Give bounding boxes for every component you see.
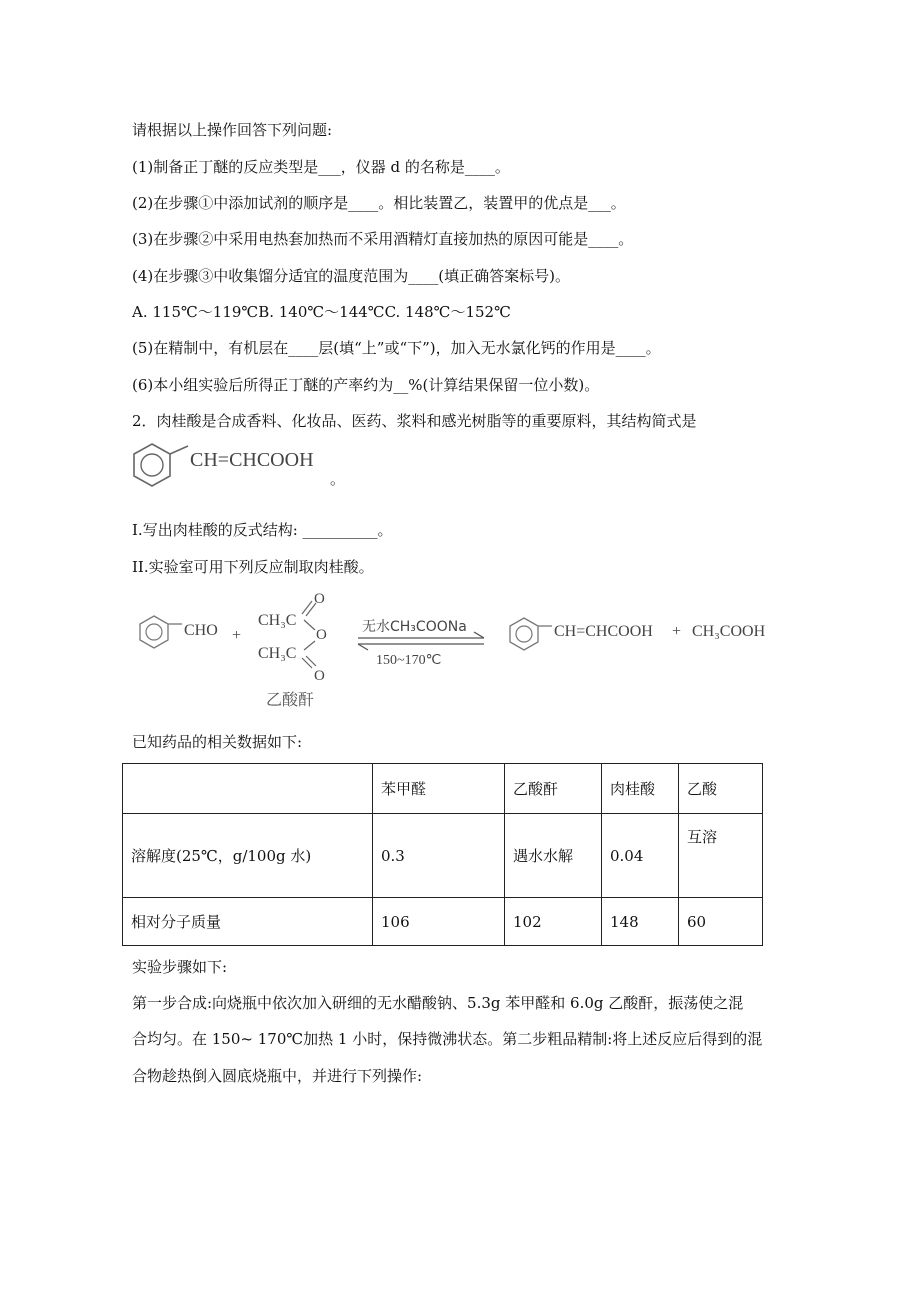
table-cell: 0.3	[373, 814, 505, 898]
anhydride-o-middle: O	[316, 627, 327, 643]
table-cell: 102	[505, 898, 602, 946]
question-1: (1)制备正丁醚的反应类型是___，仪器 d 的名称是____。	[132, 158, 510, 176]
table-row	[123, 814, 763, 898]
benzene-ring-icon	[510, 618, 538, 650]
structure-formula: CH=CHCOOH	[190, 449, 314, 471]
table-cell: 60	[679, 898, 763, 946]
table-intro: 已知药品的相关数据如下:	[132, 733, 303, 751]
anhydride-ch3-bottom: CH₃C	[258, 645, 297, 662]
byproduct-formula: CH₃COOH	[692, 623, 766, 640]
benzene-ring-icon	[134, 444, 170, 486]
question-5: (5)在精制中，有机层在____层(填“上”或“下”)，加入无水氯化钙的作用是____。	[132, 339, 661, 357]
table-header-cell: 乙酸酐	[505, 764, 602, 814]
table-row-label: 相对分子质量	[123, 898, 373, 946]
aldehyde-group: CHO	[184, 622, 218, 639]
property-table	[122, 763, 763, 946]
plus-sign: +	[672, 623, 682, 640]
question-6: (6)本小组实验后所得正丁醚的产率约为__%(计算结果保留一位小数)。	[132, 376, 600, 394]
table-header-cell	[123, 764, 373, 814]
table-cell: 106	[373, 898, 505, 946]
step-text-line: 第一步合成:向烧瓶中依次加入研细的无水醋酸钠、5.3g 苯甲醛和 6.0g 乙酸酐，振荡使之混	[132, 994, 744, 1012]
anhydride-o-top: O	[314, 591, 325, 607]
question-4-options: A. 115℃～119℃B. 140℃～144℃C. 148℃～152℃	[132, 303, 511, 321]
plus-sign: +	[232, 627, 242, 644]
table-row	[123, 898, 763, 946]
table-header-cell: 乙酸	[679, 764, 763, 814]
part-1: I.写出肉桂酸的反式结构: __________。	[132, 521, 393, 539]
problem-2-intro: 2．肉桂酸是合成香料、化妆品、医药、浆料和感光树脂等的重要原料，其结构简式是	[132, 412, 697, 430]
step-text-line: 合均匀。在 150~ 170℃加热 1 小时，保持微沸状态。第二步粗品精制:将上述反应后得到的混	[132, 1030, 763, 1048]
cinnamic-acid-structure	[130, 440, 360, 500]
structure-period: 。	[330, 472, 346, 488]
anhydride-label: 乙酸酐	[266, 690, 315, 709]
steps-heading: 实验步骤如下:	[132, 958, 228, 976]
part-2: II.实验室可用下列反应制取肉桂酸。	[132, 558, 374, 576]
reaction-catalyst: 无水CH₃COONa	[362, 619, 467, 635]
question-2: (2)在步骤①中添加试剂的顺序是____。相比装置乙，装置甲的优点是___。	[132, 194, 626, 212]
benzene-ring-icon	[140, 616, 168, 648]
text-line: 请根据以上操作回答下列问题:	[132, 121, 333, 139]
table-header-cell: 肉桂酸	[602, 764, 679, 814]
reaction-temperature: 150~170℃	[376, 653, 442, 668]
table-header-row	[123, 764, 763, 814]
anhydride-ch3-top: CH₃C	[258, 612, 297, 629]
table-cell: 互溶	[679, 814, 763, 898]
question-4: (4)在步骤③中收集馏分适宜的温度范围为____(填正确答案标号)。	[132, 267, 570, 285]
reaction-scheme	[130, 588, 780, 718]
table-cell: 遇水水解	[505, 814, 602, 898]
table-header-cell: 苯甲醛	[373, 764, 505, 814]
table-row-label: 溶解度(25℃，g/100g 水)	[123, 814, 373, 898]
question-3: (3)在步骤②中采用电热套加热而不采用酒精灯直接加热的原因可能是____。	[132, 230, 634, 248]
table-cell: 148	[602, 898, 679, 946]
anhydride-o-bottom: O	[314, 668, 325, 684]
step-text-line: 合物趁热倒入圆底烧瓶中，并进行下列操作:	[132, 1067, 423, 1085]
table-cell: 0.04	[602, 814, 679, 898]
product-formula: CH=CHCOOH	[554, 623, 653, 640]
